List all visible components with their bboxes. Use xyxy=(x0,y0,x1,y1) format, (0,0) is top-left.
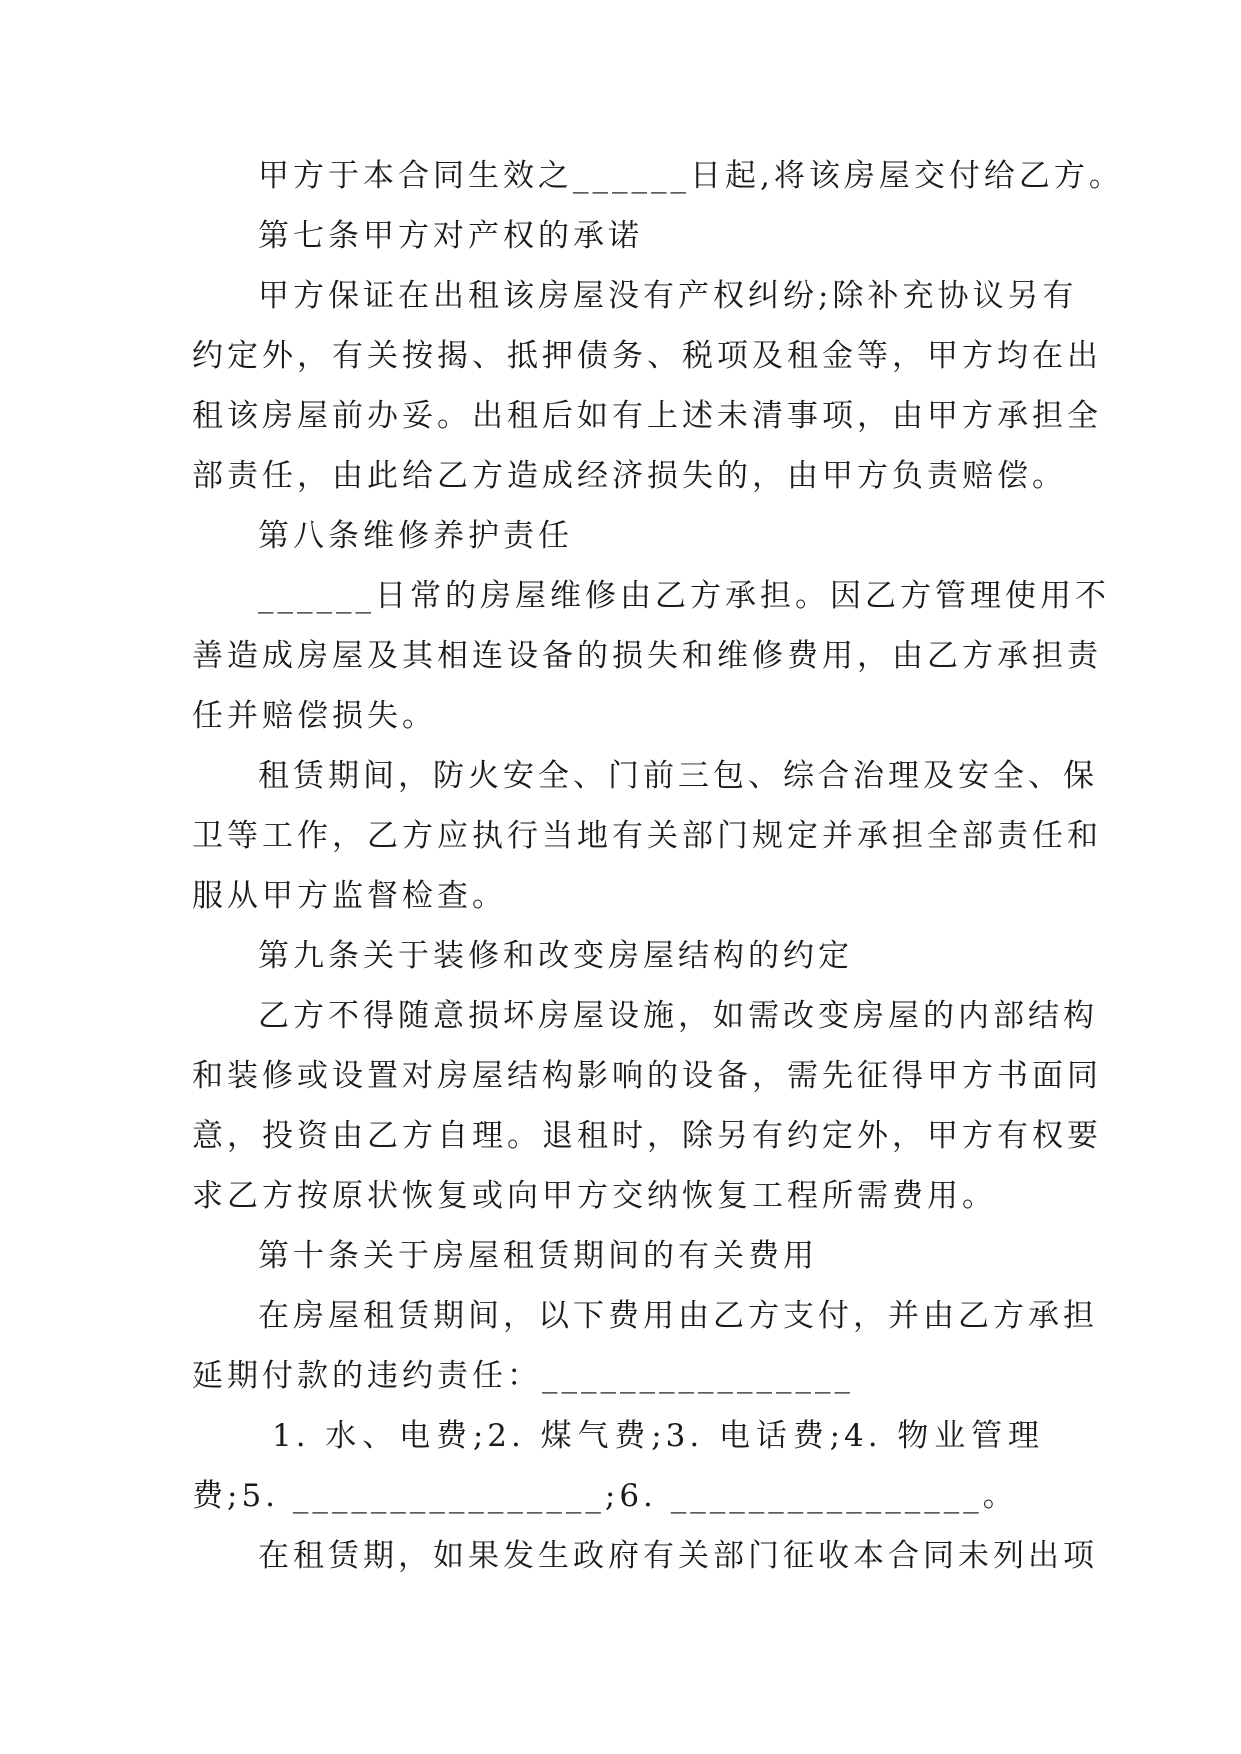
paragraph-line: 求乙方按原状恢复或向甲方交纳恢复工程所需费用。 xyxy=(192,1178,997,1214)
paragraph-line: 任并赔偿损失。 xyxy=(192,698,437,734)
paragraph-line: 卫等工作，乙方应执行当地有关部门规定并承担全部责任和 xyxy=(192,818,1102,854)
paragraph-line: 在租赁期，如果发生政府有关部门征收本合同未列出项 xyxy=(258,1538,1098,1574)
paragraph-line: 约定外，有关按揭、抵押债务、税项及租金等，甲方均在出 xyxy=(192,338,1102,374)
paragraph-line: 甲方保证在出租该房屋没有产权纠纷;除补充协议另有 xyxy=(258,278,1078,314)
paragraph-line: 意，投资由乙方自理。退租时，除另有约定外，甲方有权要 xyxy=(192,1118,1102,1154)
paragraph-line: ______日常的房屋维修由乙方承担。因乙方管理使用不 xyxy=(258,578,1110,614)
paragraph-line: 租该房屋前办妥。出租后如有上述未清事项，由甲方承担全 xyxy=(192,398,1102,434)
paragraph-line: 甲方于本合同生效之______日起,将该房屋交付给乙方。 xyxy=(258,158,1124,194)
section-heading: 第九条关于装修和改变房屋结构的约定 xyxy=(258,938,853,974)
paragraph-line: 在房屋租赁期间，以下费用由乙方支付，并由乙方承担 xyxy=(258,1298,1098,1334)
section-heading: 第十条关于房屋租赁期间的有关费用 xyxy=(258,1238,818,1274)
section-heading: 第八条维修养护责任 xyxy=(258,518,573,554)
paragraph-line: 和装修或设置对房屋结构影响的设备，需先征得甲方书面同 xyxy=(192,1058,1102,1094)
fee-list-line: 费;5. ________________;6. ________________。 xyxy=(192,1478,1018,1514)
paragraph-line: 服从甲方监督检查。 xyxy=(192,878,507,914)
paragraph-line: 乙方不得随意损坏房屋设施，如需改变房屋的内部结构 xyxy=(258,998,1098,1034)
section-heading: 第七条甲方对产权的承诺 xyxy=(258,218,643,254)
paragraph-line: 善造成房屋及其相连设备的损失和维修费用，由乙方承担责 xyxy=(192,638,1102,674)
paragraph-line: 延期付款的违约责任：________________ xyxy=(192,1358,854,1394)
fee-list-line: 1. 水、电费;2. 煤气费;3. 电话费;4. 物业管理 xyxy=(272,1418,1043,1454)
paragraph-line: 租赁期间，防火安全、门前三包、综合治理及安全、保 xyxy=(258,758,1098,794)
paragraph-line: 部责任，由此给乙方造成经济损失的，由甲方负责赔偿。 xyxy=(192,458,1067,494)
